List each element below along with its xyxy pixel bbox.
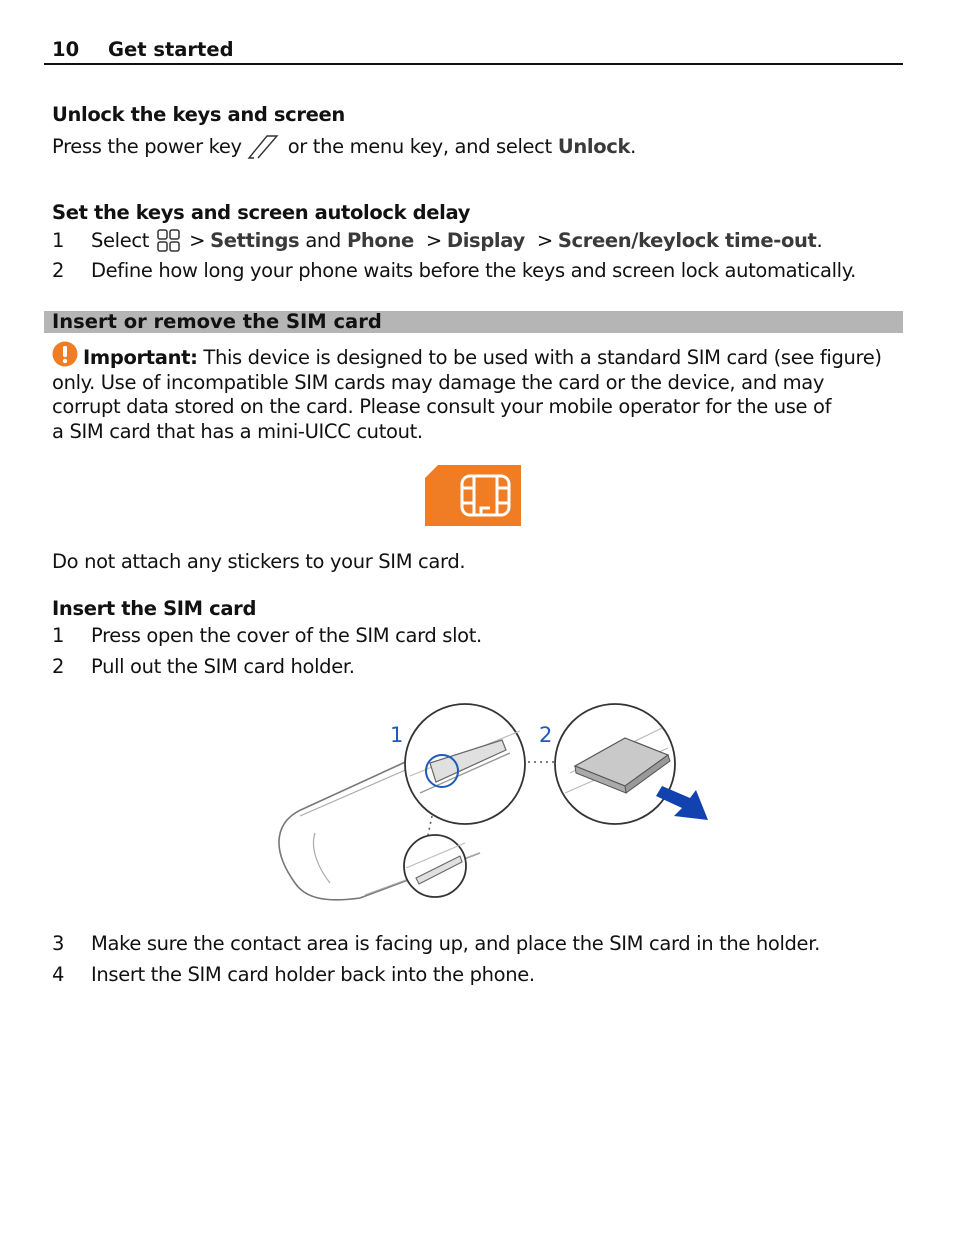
- gt-separator: >: [425, 229, 442, 252]
- autolock-step-1: [52, 228, 822, 254]
- unlock-label: Unlock: [557, 135, 631, 158]
- step-text: Define how long your phone waits before the keys and screen lock automatically.: [91, 259, 856, 282]
- unlock-text-after: or the menu key, and select: [287, 135, 552, 158]
- unlock-instruction: [52, 134, 636, 160]
- gt-separator: >: [189, 229, 206, 252]
- step-text: Press open the cover of the SIM card slot.: [91, 624, 482, 647]
- step-number: 3: [52, 932, 65, 955]
- gt-separator: >: [536, 229, 553, 252]
- step-number: 1: [52, 624, 65, 647]
- phone-label: Phone: [346, 229, 414, 252]
- sticker-note: Do not attach any stickers to your SIM card.: [52, 550, 466, 573]
- timeout-label: Screen/keylock time-out: [557, 229, 817, 252]
- autolock-step-2: [52, 259, 856, 283]
- important-line: corrupt data stored on the card. Please consult your mobile operator for the use of: [52, 395, 832, 418]
- insert-step-4: [52, 963, 535, 987]
- insert-heading: Insert the SIM card: [52, 597, 257, 620]
- insert-step-1: [52, 624, 482, 648]
- important-label: Important:: [83, 346, 198, 369]
- sim-card-icon: [424, 464, 522, 531]
- section-heading: Insert or remove the SIM card: [52, 310, 382, 333]
- page-number: 10: [52, 38, 80, 61]
- insert-step-3: [52, 932, 820, 956]
- important-paragraph: [52, 346, 902, 444]
- display-label: Display: [446, 229, 525, 252]
- step-text: Pull out the SIM card holder.: [91, 655, 355, 678]
- section-heading-bar: [44, 311, 903, 333]
- step-period: .: [816, 229, 823, 252]
- step-number: 2: [52, 655, 65, 678]
- unlock-period: .: [630, 135, 636, 158]
- step-text: Insert the SIM card holder back into the phone.: [91, 963, 535, 986]
- important-line: This device is designed to be used with a standard SIM card (see figure): [203, 346, 882, 369]
- power-key-icon: [245, 134, 285, 160]
- step-text: Make sure the contact area is facing up, and place the SIM card in the holder.: [91, 932, 820, 955]
- insert-step-2: [52, 655, 355, 679]
- menu-grid-icon: [155, 228, 183, 254]
- settings-label: Settings: [210, 229, 300, 252]
- important-line: a SIM card that has a mini-UICC cutout.: [52, 419, 423, 443]
- important-line: only. Use of incompatible SIM cards may damage the card or the device, and may: [52, 370, 825, 394]
- figure-label-1: 1: [390, 723, 404, 747]
- select-word: Select: [91, 229, 150, 252]
- step-number: 2: [52, 259, 65, 282]
- header-title: Get started: [108, 38, 234, 61]
- page-header: [44, 36, 903, 65]
- step-number: 1: [52, 229, 65, 252]
- unlock-text-before: Press the power key: [52, 135, 242, 158]
- sim-insert-figure: [270, 698, 720, 912]
- and-word: and: [305, 229, 341, 252]
- figure-label-2: 2: [539, 723, 553, 747]
- autolock-heading: Set the keys and screen autolock delay: [52, 201, 471, 224]
- step-number: 4: [52, 963, 65, 986]
- unlock-heading: Unlock the keys and screen: [52, 103, 345, 126]
